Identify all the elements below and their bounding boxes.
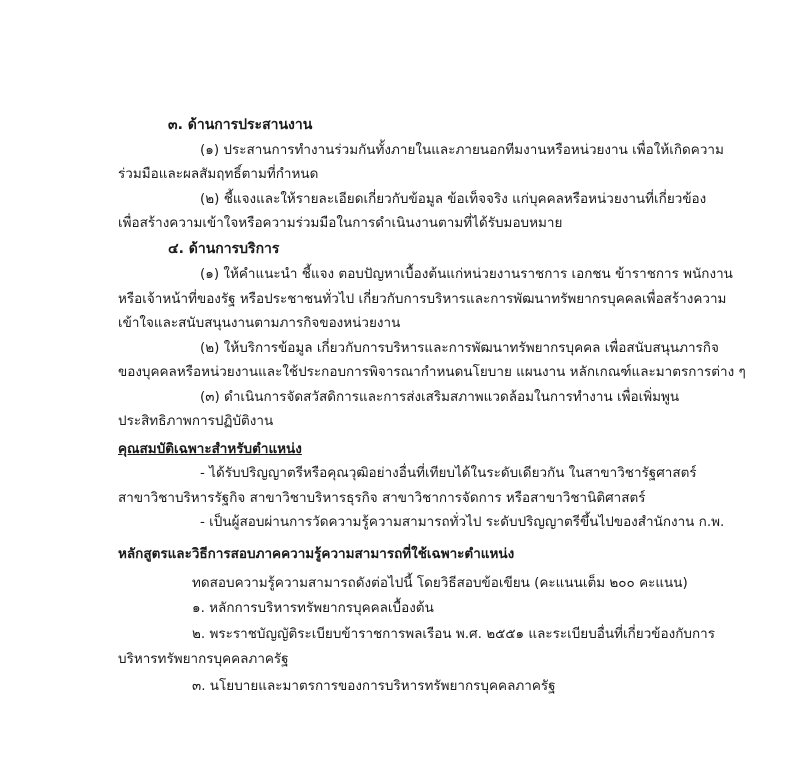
section-4-line-1: (๑) ให้คำแนะนำ ชี้แจง ตอบปัญหาเบื้องต้นแก่หน่วยงานราชการ เอกชน ข้าราชการ พนักงาน	[200, 266, 733, 282]
exam-heading: หลักสูตรและวิธีการสอบภาคความรู้ความสามารถที่ใช้เฉพาะตำแหน่ง	[118, 546, 515, 562]
section-4-line-2: หรือเจ้าหน้าที่ของรัฐ หรือประชาชนทั่วไป เกี่ยวกับการบริหารและการพัฒนาทรัพยากรบุคคลเพื่อสร้างความ	[118, 291, 727, 307]
section-4-line-5: ของบุคคลหรือหน่วยงานและใช้ประกอบการพิจารณากำหนดนโยบาย แผนงาน หลักเกณฑ์และมาตรการต่าง ๆ	[118, 364, 746, 380]
section-4-line-6: (๓) ดำเนินการจัดสวัสดิการและการส่งเสริมสภาพแวดล้อมในการทำงาน เพื่อเพิ่มพูน	[200, 389, 680, 405]
section-3-line-4: เพื่อสร้างความเข้าใจหรือความร่วมมือในการดำเนินงานตามที่ได้รับมอบหมาย	[118, 215, 563, 231]
section-4-line-3: เข้าใจและสนับสนุนงานตามภารกิจของหน่วยงาน	[118, 315, 401, 331]
section-3-line-1: (๑) ประสานการทำงานร่วมกันทั้งภายในและภายนอกทีมงานหรือหน่วยงาน เพื่อให้เกิดความ	[200, 142, 724, 158]
qualification-line-3: - เป็นผู้สอบผ่านการวัดความรู้ความสามารถทั่วไป ระดับปริญญาตรีขึ้นไปของสำนักงาน ก.พ.	[200, 514, 725, 530]
exam-item-1: ๑. หลักการบริหารทรัพยากรบุคคลเบื้องต้น	[192, 600, 434, 616]
qualification-line-1: - ได้รับปริญญาตรีหรือคุณวุฒิอย่างอื่นที่เทียบได้ในระดับเดียวกัน ในสาขาวิชารัฐศาสตร์	[200, 465, 697, 481]
section-4-heading: ๔. ด้านการบริการ	[168, 241, 280, 257]
section-3-line-3: (๒) ชี้แจงและให้รายละเอียดเกี่ยวกับข้อมูล ข้อเท็จจริง แก่บุคคลหรือหน่วยงานที่เกี่ยวข้อง	[200, 191, 707, 207]
exam-item-2-line-1: ๒. พระราชบัญญัติระเบียบข้าราชการพลเรือน พ.ศ. ๒๕๕๑ และระเบียบอื่นที่เกี่ยวข้องกับการ	[192, 626, 715, 642]
exam-item-2-line-2: บริหารทรัพยากรบุคคลภาครัฐ	[118, 651, 289, 667]
section-3-line-2: ร่วมมือและผลสัมฤทธิ์ตามที่กำหนด	[118, 166, 319, 182]
exam-intro: ทดสอบความรู้ความสามารถดังต่อไปนี้ โดยวิธีสอบข้อเขียน (คะแนนเต็ม ๒๐๐ คะแนน)	[192, 575, 688, 591]
exam-item-3: ๓. นโยบายและมาตรการของการบริหารทรัพยากรบุคคลภาครัฐ	[192, 678, 556, 694]
section-4-line-4: (๒) ให้บริการข้อมูล เกี่ยวกับการบริหารและการพัฒนาทรัพยากรบุคคล เพื่อสนับสนุนภารกิจ	[200, 340, 719, 356]
qualification-line-2: สาขาวิชาบริหารรัฐกิจ สาขาวิชาบริหารธุรกิจ สาขาวิชาการจัดการ หรือสาขาวิชานิติศาสตร์	[118, 490, 646, 506]
section-4-line-7: ประสิทธิภาพการปฏิบัติงาน	[118, 413, 274, 429]
section-3-heading: ๓. ด้านการประสานงาน	[168, 117, 313, 133]
qualification-heading: คุณสมบัติเฉพาะสำหรับตำแหน่ง	[118, 441, 302, 457]
